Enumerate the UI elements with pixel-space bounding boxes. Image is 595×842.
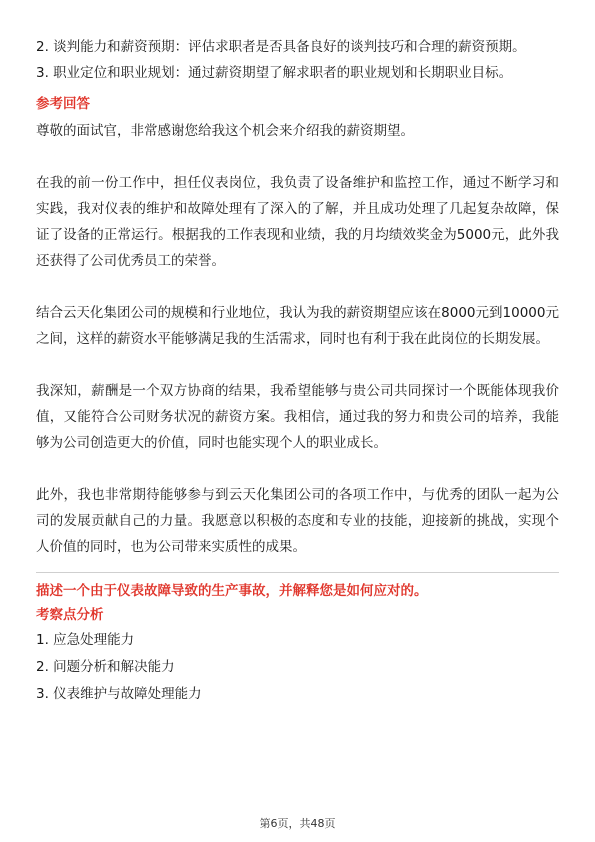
answer-paragraph: 结合云天化集团公司的规模和行业地位，我认为我的薪资期望应该在8000元到10000元之间，这样的薪资水平能够满足我的生活需求，同时也有利于我在此岗位的长期发展。 xyxy=(36,305,559,347)
answer-paragraph: 此外，我也非常期待能够参与到云天化集团公司的各项工作中，与优秀的团队一起为公司的发展贡献自己的力量。我愿意以积极的态度和专业的技能，迎接新的挑战，实现个人价值的同时，也为公司带来实质性的成果。 xyxy=(36,487,559,555)
answer-paragraph: 在我的前一份工作中，担任仪表岗位，我负责了设备维护和监控工作，通过不断学习和实践，我对仪表的维护和故障处理有了深入的了解，并且成功处理了几起复杂故障，保证了设备的正常运行。根据我的工作表现和业绩，我的月均绩效奖金为5000元，此外我还获得了公司优秀员工的荣誉。 xyxy=(36,175,559,269)
intro-point: 2. 谈判能力和薪资预期：评估求职者是否具备良好的谈判技巧和合理的薪资预期。 xyxy=(36,39,526,55)
answer-section xyxy=(36,118,559,560)
document-page xyxy=(36,34,559,708)
answer-paragraph: 我深知，薪酬是一个双方协商的结果，我希望能够与贵公司共同探讨一个既能体现我价值，又能符合公司财务状况的薪资方案。我相信，通过我的努力和贵公司的培养，我能够为公司创造更大的价值，同时也能实现个人的职业成长。 xyxy=(36,383,559,451)
analysis-point: 1. 应急处理能力 xyxy=(36,632,135,648)
answer-heading: 参考回答 xyxy=(36,96,90,112)
analysis-heading: 考察点分析 xyxy=(36,607,104,623)
answer-paragraph: 尊敬的面试官，非常感谢您给我这个机会来介绍我的薪资期望。 xyxy=(36,123,414,139)
page-number: 第6页，共48页 xyxy=(259,817,336,830)
analysis-point: 2. 问题分析和解决能力 xyxy=(36,659,175,675)
intro-point: 3. 职业定位和职业规划：通过薪资期望了解求职者的职业规划和长期职业目标。 xyxy=(36,65,513,81)
analysis-point: 3. 仪表维护与故障处理能力 xyxy=(36,686,202,702)
question-section xyxy=(36,572,559,708)
question-title: 描述一个由于仪表故障导致的生产事故，并解释您是如何应对的。 xyxy=(36,583,428,599)
